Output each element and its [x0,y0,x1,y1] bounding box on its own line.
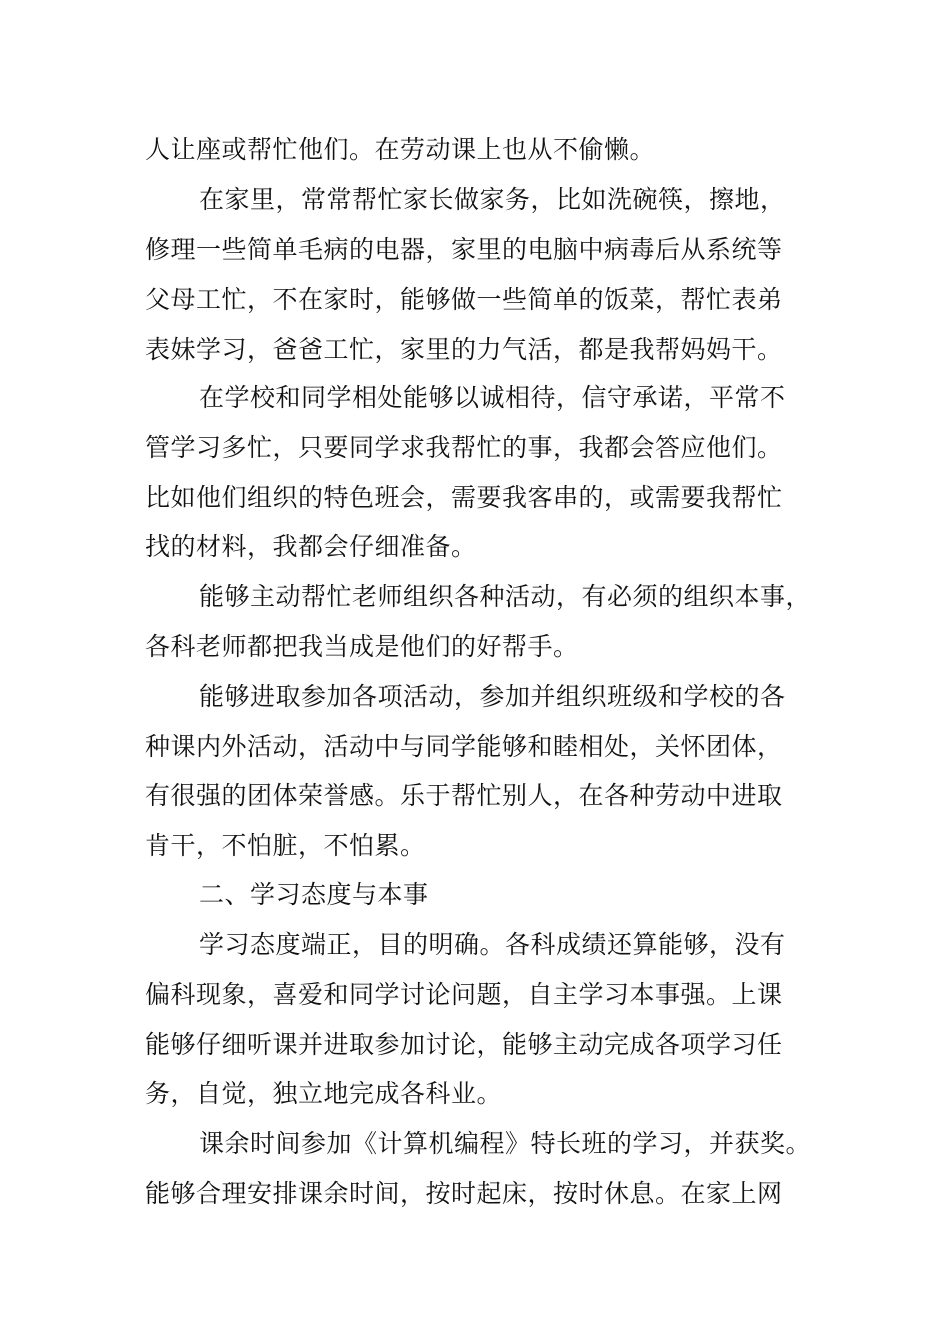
paragraph-start-line: 学习态度端正，目的明确。各科成绩还算能够，没有 [199,930,786,959]
text-line: 种课内外活动，活动中与同学能够和睦相处，关怀团体， [145,732,783,761]
paragraph-start-line: 课余时间参加《计算机编程》特长班的学习，并获奖。 [199,1129,812,1158]
text-line: 有很强的团体荣誉感。乐于帮忙别人，在各种劳动中进取 [145,781,783,810]
text-line: 人让座或帮忙他们。在劳动课上也从不偷懒。 [145,135,656,164]
text-line: 管学习多忙，只要同学求我帮忙的事，我都会答应他们。 [145,433,783,462]
paragraph-start-line: 能够进取参加各项活动，参加并组织班级和学校的各 [199,682,786,711]
section-heading: 二、学习态度与本事 [199,880,429,909]
paragraph-start-line: 能够主动帮忙老师组织各种活动，有必须的组织本事， [199,582,812,611]
text-line: 偏科现象，喜爱和同学讨论问题，自主学习本事强。上课 [145,980,783,1009]
text-line: 能够仔细听课并进取参加讨论，能够主动完成各项学习任 [145,1030,783,1059]
paragraph-start-line: 在学校和同学相处能够以诚相待，信守承诺，平常不 [199,383,786,412]
text-line: 找的材料，我都会仔细准备。 [145,532,477,561]
text-line: 比如他们组织的特色班会，需要我客串的，或需要我帮忙 [145,483,783,512]
text-line: 能够合理安排课余时间，按时起床，按时休息。在家上网 [145,1179,783,1208]
text-line: 各科老师都把我当成是他们的好帮手。 [145,632,579,661]
text-line: 修理一些简单毛病的电器，家里的电脑中病毒后从系统等 [145,235,783,264]
paragraph-start-line: 在家里，常常帮忙家长做家务，比如洗碗筷，擦地， [199,185,786,214]
text-line: 表妹学习，爸爸工忙，家里的力气活，都是我帮妈妈干。 [145,335,783,364]
text-line: 肯干，不怕脏，不怕累。 [145,831,426,860]
text-line: 务，自觉，独立地完成各科业。 [145,1079,503,1108]
text-line: 父母工忙，不在家时，能够做一些简单的饭菜，帮忙表弟 [145,285,783,314]
